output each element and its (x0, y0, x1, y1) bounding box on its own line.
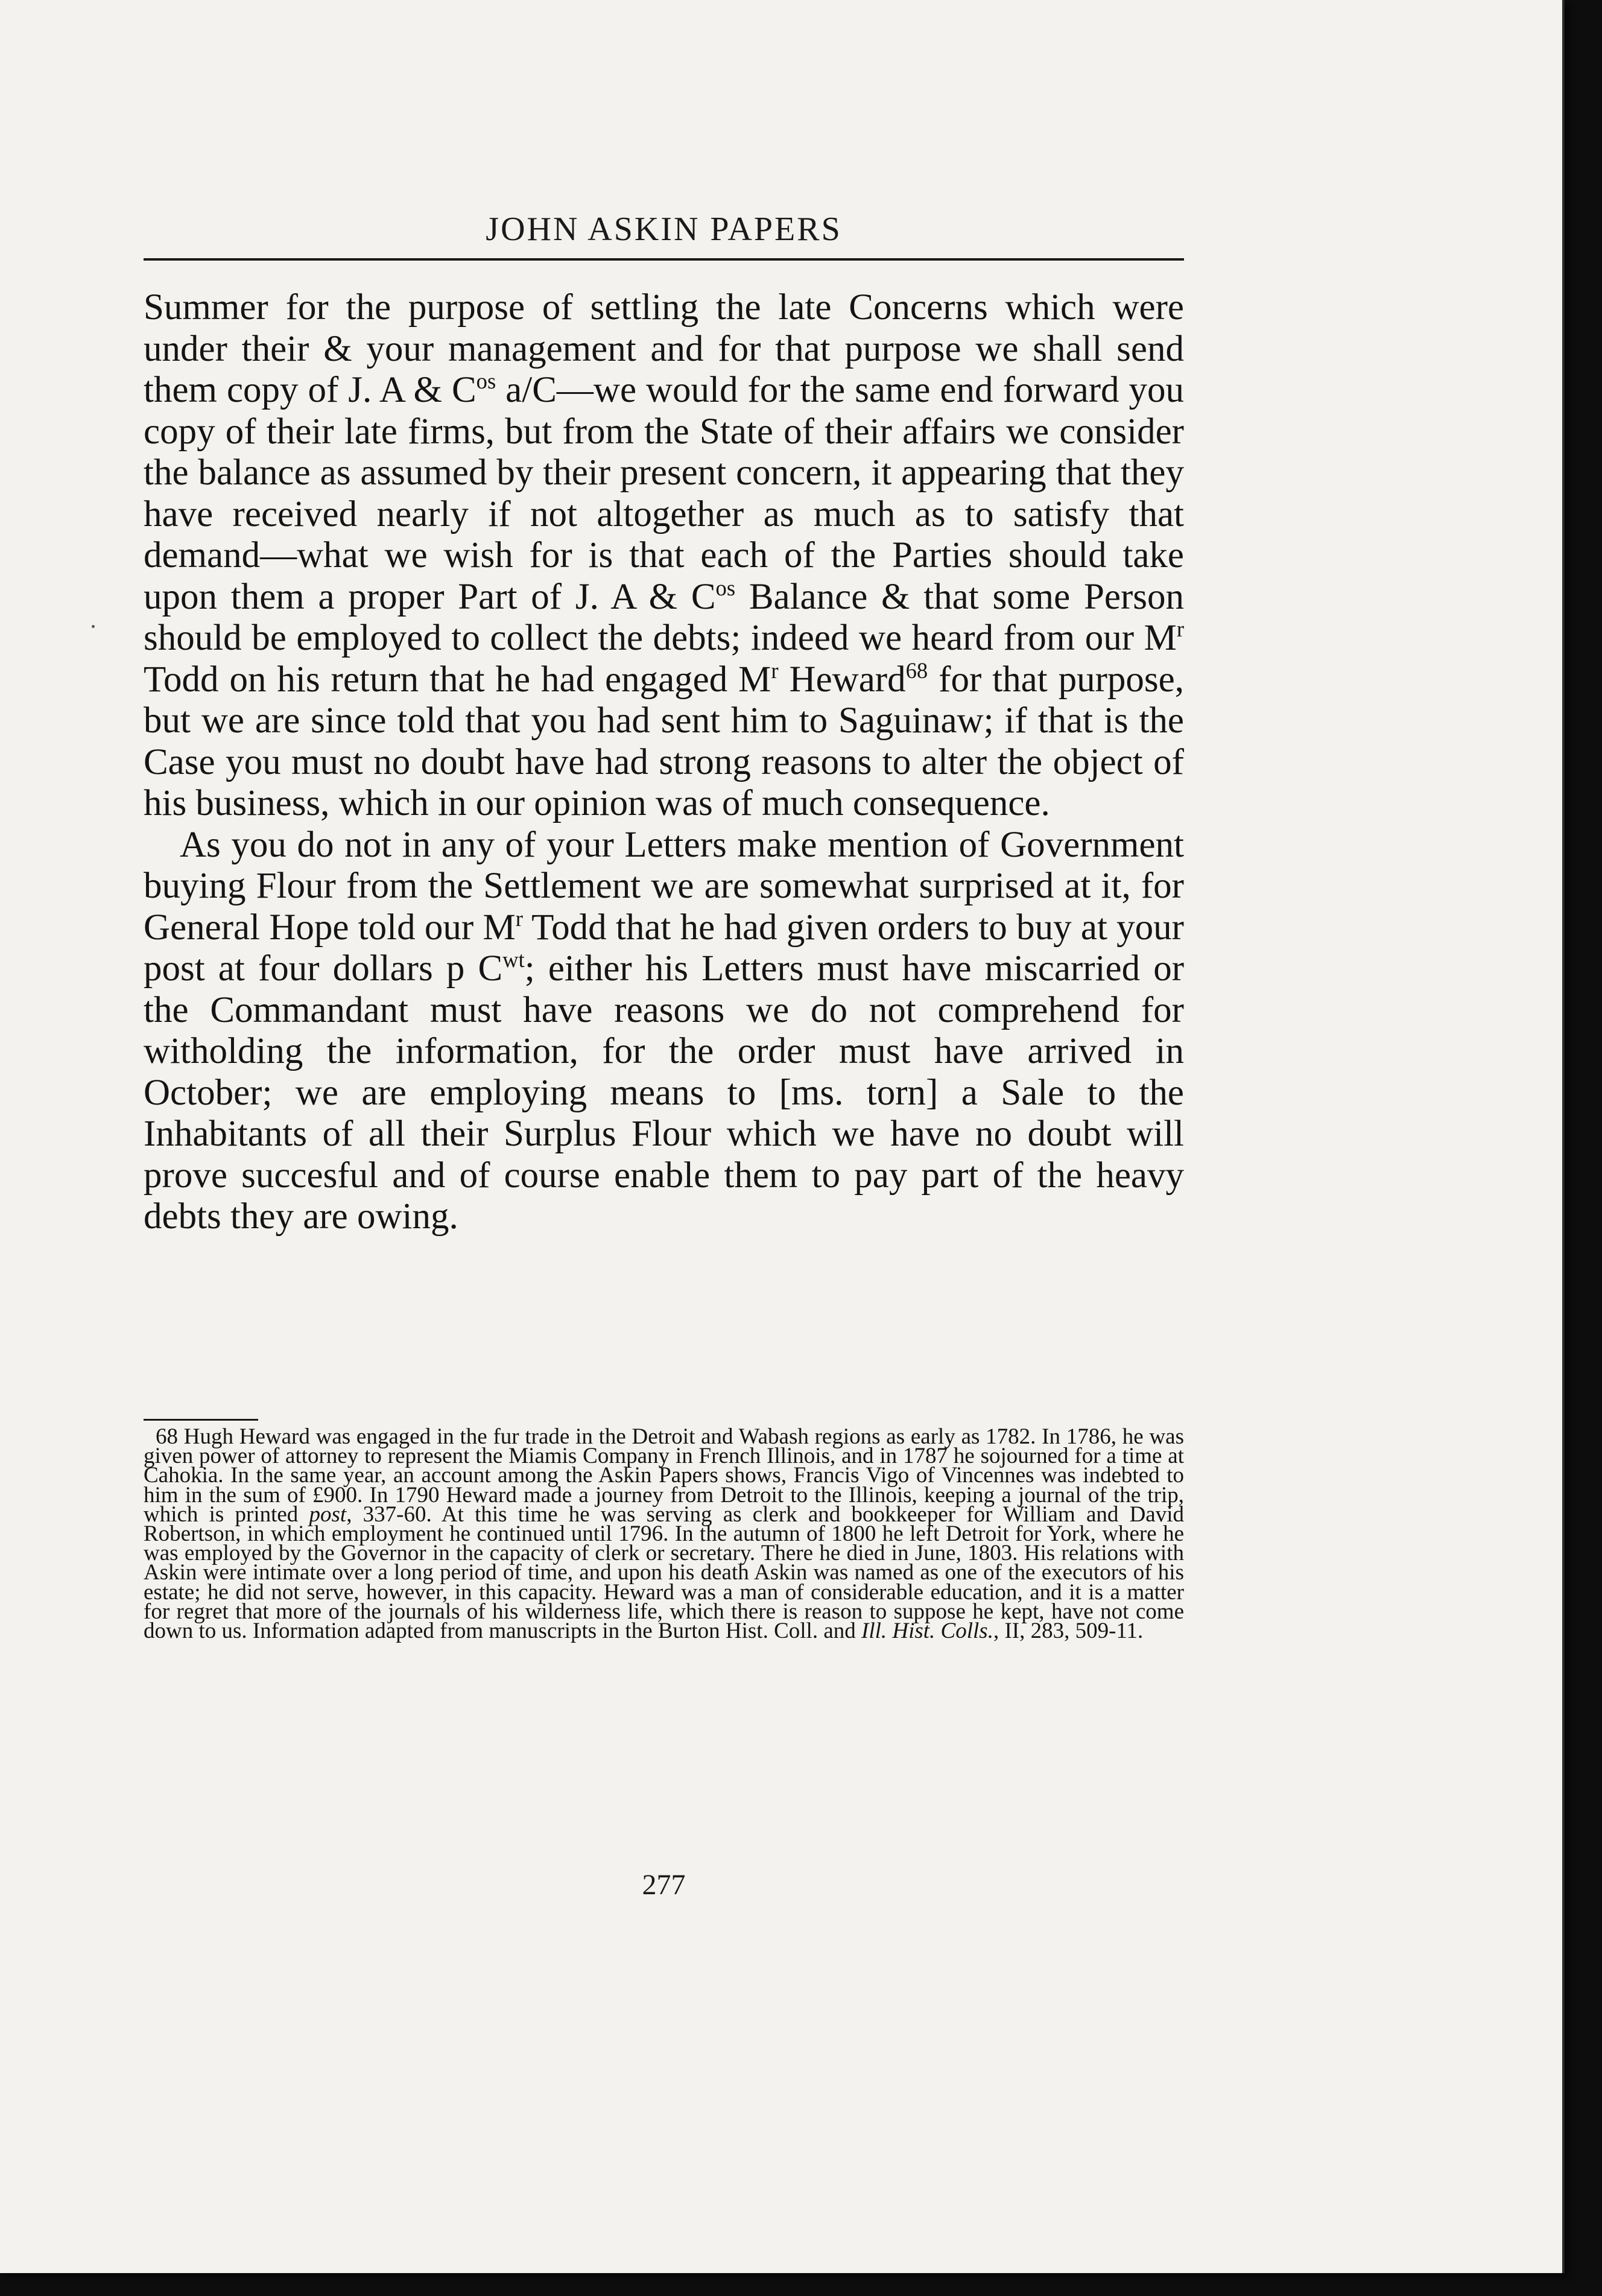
body-text (144, 287, 1184, 1238)
header-rule (144, 258, 1184, 261)
paragraph-1: Summer for the purpose of settling the late Concerns which were under their & your management and for that purpose we shall send them copy of J. A & $C^{os}$ a/C—we would for the same end forward you copy of their late firms, but from the State of their affairs we consider the balance as assumed by their present concern, it appearing that they have received nearly if not altogether as much as to satisfy that demand—what we wish for is that each of the Parties should take upon them a proper Part of J. A & $C^{os}$ Balance & that some Person should be employed to collect the debts; indeed we heard from our $M^r$ Todd on his return that he had engaged $M^r$ Heward$^{68}$ for that purpose, but we are since told that you had sent him to Saguinaw; if that is the Case you must no doubt have had strong reasons to alter the object of his business, which in our opinion was of much consequence. (144, 287, 1185, 823)
running-head: JOHN ASKIN PAPERS (486, 211, 842, 248)
footnote-68: 68 Hugh Heward was engaged in the fur trade in the Detroit and Wabash regions as early as 1782. In 1786, he was given power of attorney to represent the Miamis Company in French Illinois, and in 1787 he sojourned for a time at Cahokia. In the same year, an account among the Askin Papers shows, Francis Vigo of Vincennes was indebted to him in the sum of £900. In 1790 Heward made a journey from Detroit to the Illinois, keeping a journal of the trip, which is printed post, 337-60. At this time he was serving as clerk and bookkeeper for William and David Robertson, in which employment he continued until 1796. In the autumn of 1800 he left Detroit for York, where he was employed by the Governor in the capacity of clerk or secretary. There he died in June, 1803. His relations with Askin were intimate over a long period of time, and upon his death Askin was named as one of the executors of his estate; he did not serve, however, in this capacity. Heward was a man of considerable education, and it is a matter for regret that more of the journals of his wilderness life, which there is reason to suppose he kept, have not come down to us. Information adapted from manuscripts in the Burton Hist. Coll. and Ill. Hist. Colls., II, 283, 509-11. (144, 1424, 1184, 1644)
footnote-rule (144, 1419, 258, 1421)
paragraph-2: As you do not in any of your Letters make mention of Government buying Flour from the Settlement we are somewhat surprised at it, for General Hope told our $M^r$ Todd that he had given orders to buy at your post at four dollars p $C^{wt}$; either his Letters must have miscarried or the Commandant must have reasons we do not comprehend for witholding the information, for the order must have arrived in October; we are employing means to [ms. torn] a Sale to the Inhabitants of all their Surplus Flour which we have no doubt will prove succesful and of course enable them to pay part of the heavy debts they are owing. (144, 824, 1185, 1237)
paper-fleck (92, 625, 95, 628)
footnote-reference-68: 68 (905, 658, 928, 683)
page-number: 277 (642, 1869, 686, 1901)
